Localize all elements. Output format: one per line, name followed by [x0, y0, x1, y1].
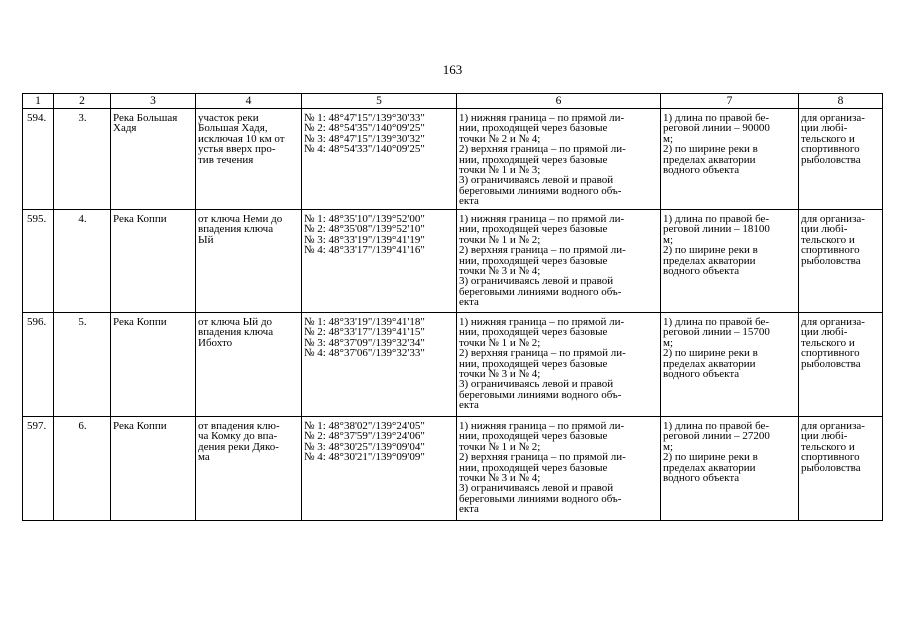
- order-number-cell: 3.: [54, 109, 111, 210]
- row-number-cell: 597.: [23, 417, 54, 521]
- area-borders-line: нии, проходящей через базовые: [459, 326, 608, 339]
- fishing-areas-table: [22, 93, 883, 521]
- river-name-line: Хадя: [113, 122, 137, 135]
- area-borders-line: екта: [459, 399, 479, 412]
- table-row: [23, 109, 883, 210]
- river-section-line: впадения ключа: [198, 223, 274, 236]
- usage-purpose-line: рыболовства: [801, 357, 861, 370]
- area-borders-line: екта: [459, 195, 479, 208]
- usage-purpose-line: спортивного: [801, 143, 860, 156]
- river-section-cell: [196, 313, 302, 417]
- river-section-cell: [196, 417, 302, 521]
- base-point-coordinates-line: № 1: 48°33'19"/139°41'18": [304, 316, 425, 328]
- base-point-coordinates-cell: [302, 313, 457, 417]
- area-borders-line: 3) ограничиваясь левой и правой: [459, 378, 614, 391]
- area-borders-line: нии, проходящей через базовые: [459, 430, 608, 443]
- river-name-cell: [111, 313, 196, 417]
- area-borders-line: 2) верхняя граница – по прямой ли-: [459, 143, 626, 156]
- base-point-coordinates-line: № 2: 48°33'17"/139°41'15": [304, 326, 425, 339]
- area-size-line: реговой линии – 90000: [663, 122, 770, 135]
- area-borders-line: 3) ограничиваясь левой и правой: [459, 275, 614, 288]
- area-size-line: 1) длина по правой бе-: [663, 213, 770, 225]
- river-section-cell: [196, 109, 302, 210]
- river-section-line: Ибохто: [198, 336, 233, 349]
- order-number-cell: 5.: [54, 313, 111, 417]
- area-borders-line: екта: [459, 296, 479, 309]
- column-header: 8: [799, 94, 883, 109]
- area-borders-line: береговыми линиями водного объ-: [459, 184, 622, 197]
- area-borders-line: точки № 3 и № 4;: [459, 265, 541, 278]
- base-point-coordinates-cell: [302, 210, 457, 313]
- area-borders-line: точки № 1 и № 3;: [459, 164, 541, 177]
- area-borders-line: 2) верхняя граница – по прямой ли-: [459, 244, 626, 257]
- area-borders-line: 1) нижняя граница – по прямой ли-: [459, 420, 625, 432]
- base-point-coordinates-line: № 2: 48°35'08"/139°52'10": [304, 223, 425, 236]
- column-header: 7: [661, 94, 799, 109]
- table-row: [23, 210, 883, 313]
- area-size-line: водного объекта: [663, 265, 740, 278]
- usage-purpose-line: тельского и: [801, 233, 855, 246]
- area-size-line: реговой линии – 27200: [663, 430, 770, 443]
- usage-purpose-line: рыболовства: [801, 254, 861, 267]
- base-point-coordinates-line: № 3: 48°47'15"/139°30'32": [304, 132, 425, 145]
- area-size-line: 2) по ширине реки в: [663, 451, 758, 464]
- river-name-line: Река Большая: [113, 112, 178, 124]
- header-row: [23, 94, 883, 109]
- river-name-cell: [111, 210, 196, 313]
- area-borders-line: 2) верхняя граница – по прямой ли-: [459, 451, 626, 464]
- area-borders-line: нии, проходящей через базовые: [459, 254, 608, 267]
- area-size-line: 2) по ширине реки в: [663, 143, 758, 156]
- river-name-line: Река Коппи: [113, 316, 167, 328]
- usage-purpose-line: ции любі-: [801, 122, 848, 135]
- area-size-cell: [661, 313, 799, 417]
- table-row: [23, 313, 883, 417]
- usage-purpose-line: спортивного: [801, 347, 860, 360]
- base-point-coordinates-line: № 4: 48°33'17"/139°41'16": [304, 244, 425, 257]
- river-section-line: от ключа Неми до: [198, 213, 283, 225]
- area-borders-line: береговыми линиями водного объ-: [459, 285, 622, 298]
- river-section-line: тив течения: [198, 153, 254, 166]
- river-section-line: дения реки Дяко-: [198, 440, 279, 453]
- area-borders-line: нии, проходящей через базовые: [459, 461, 608, 474]
- river-name-cell: [111, 417, 196, 521]
- area-borders-line: точки № 1 и № 2;: [459, 440, 541, 453]
- area-size-cell: [661, 109, 799, 210]
- row-number-cell: 594.: [23, 109, 54, 210]
- area-size-cell: [661, 210, 799, 313]
- order-number-cell: 6.: [54, 417, 111, 521]
- area-size-line: пределах акватории: [663, 461, 756, 474]
- river-name-cell: [111, 109, 196, 210]
- area-size-line: 2) по ширине реки в: [663, 347, 758, 360]
- area-size-line: реговой линии – 15700: [663, 326, 770, 339]
- row-number-cell: 596.: [23, 313, 54, 417]
- usage-purpose-line: ции любі-: [801, 223, 848, 236]
- area-borders-line: 1) нижняя граница – по прямой ли-: [459, 112, 625, 124]
- area-borders-line: береговыми линиями водного объ-: [459, 388, 622, 401]
- river-section-line: исключая 10 км от: [198, 132, 285, 145]
- page-number: 163: [442, 62, 463, 77]
- area-size-line: водного объекта: [663, 368, 740, 381]
- base-point-coordinates-cell: [302, 109, 457, 210]
- area-borders-cell: [457, 313, 661, 417]
- base-point-coordinates-line: № 2: 48°37'59"/139°24'06": [304, 430, 425, 443]
- column-header: 3: [111, 94, 196, 109]
- usage-purpose-line: ции любі-: [801, 430, 848, 443]
- area-borders-line: нии, проходящей через базовые: [459, 122, 608, 135]
- area-borders-line: точки № 1 и № 2;: [459, 233, 541, 246]
- usage-purpose-cell: [799, 417, 883, 521]
- area-size-line: 2) по ширине реки в: [663, 244, 758, 257]
- area-size-line: м;: [663, 336, 674, 349]
- river-name-line: Река Коппи: [113, 213, 167, 225]
- area-borders-line: нии, проходящей через базовые: [459, 223, 608, 236]
- usage-purpose-line: для организа-: [801, 112, 865, 124]
- usage-purpose-line: для организа-: [801, 213, 865, 225]
- area-size-line: пределах акватории: [663, 254, 756, 267]
- river-section-line: впадения ключа: [198, 326, 274, 339]
- base-point-coordinates-line: № 1: 48°47'15"/139°30'33": [304, 112, 425, 124]
- river-section-line: от впадения клю-: [198, 420, 280, 432]
- river-section-line: Ый: [198, 233, 214, 246]
- column-header: 4: [196, 94, 302, 109]
- area-size-line: водного объекта: [663, 164, 740, 177]
- area-size-line: 1) длина по правой бе-: [663, 420, 770, 432]
- usage-purpose-line: для организа-: [801, 420, 865, 432]
- column-header: 6: [457, 94, 661, 109]
- usage-purpose-line: спортивного: [801, 244, 860, 257]
- area-borders-line: точки № 3 и № 4;: [459, 472, 541, 485]
- river-section-line: Большая Хадя,: [198, 122, 268, 135]
- area-size-line: м;: [663, 233, 674, 246]
- area-borders-line: точки № 3 и № 4;: [459, 368, 541, 381]
- area-borders-line: 1) нижняя граница – по прямой ли-: [459, 213, 625, 225]
- area-borders-line: точки № 2 и № 4;: [459, 132, 541, 145]
- area-borders-line: нии, проходящей через базовые: [459, 357, 608, 370]
- area-borders-line: екта: [459, 503, 479, 516]
- usage-purpose-cell: [799, 313, 883, 417]
- base-point-coordinates-cell: [302, 417, 457, 521]
- area-borders-line: 3) ограничиваясь левой и правой: [459, 174, 614, 187]
- area-borders-line: точки № 1 и № 2;: [459, 336, 541, 349]
- base-point-coordinates-line: № 4: 48°37'06"/139°32'33": [304, 347, 425, 360]
- area-borders-cell: [457, 210, 661, 313]
- usage-purpose-line: тельского и: [801, 336, 855, 349]
- usage-purpose-line: рыболовства: [801, 153, 861, 166]
- base-point-coordinates-line: № 3: 48°30'25"/139°09'04": [304, 440, 425, 453]
- area-size-cell: [661, 417, 799, 521]
- area-borders-cell: [457, 109, 661, 210]
- area-borders-line: нии, проходящей через базовые: [459, 153, 608, 166]
- usage-purpose-line: тельского и: [801, 132, 855, 145]
- usage-purpose-line: спортивного: [801, 451, 860, 464]
- area-size-line: м;: [663, 132, 674, 145]
- area-size-line: пределах акватории: [663, 357, 756, 370]
- area-size-line: реговой линии – 18100: [663, 223, 770, 236]
- area-borders-line: береговыми линиями водного объ-: [459, 492, 622, 505]
- usage-purpose-cell: [799, 210, 883, 313]
- usage-purpose-line: для организа-: [801, 316, 865, 328]
- usage-purpose-line: тельского и: [801, 440, 855, 453]
- base-point-coordinates-line: № 2: 48°54'35"/140°09'25": [304, 122, 425, 135]
- table-row: [23, 417, 883, 521]
- base-point-coordinates-line: № 4: 48°30'21"/139°09'09": [304, 451, 425, 464]
- river-section-line: устья вверх про-: [198, 143, 276, 156]
- area-borders-line: 3) ограничиваясь левой и правой: [459, 482, 614, 495]
- area-size-line: пределах акватории: [663, 153, 756, 166]
- area-size-line: м;: [663, 440, 674, 453]
- base-point-coordinates-line: № 1: 48°35'10"/139°52'00": [304, 213, 425, 225]
- base-point-coordinates-line: № 1: 48°38'02"/139°24'05": [304, 420, 425, 432]
- area-borders-line: 1) нижняя граница – по прямой ли-: [459, 316, 625, 328]
- column-header: 2: [54, 94, 111, 109]
- usage-purpose-line: ции любі-: [801, 326, 848, 339]
- column-header: 1: [23, 94, 54, 109]
- base-point-coordinates-line: № 4: 48°54'33"/140°09'25": [304, 143, 425, 156]
- river-section-line: ча Комку до впа-: [198, 430, 278, 443]
- usage-purpose-line: рыболовства: [801, 461, 861, 474]
- base-point-coordinates-line: № 3: 48°33'19"/139°41'19": [304, 233, 425, 246]
- row-number-cell: 595.: [23, 210, 54, 313]
- river-section-cell: [196, 210, 302, 313]
- order-number-cell: 4.: [54, 210, 111, 313]
- river-section-line: от ключа Ый до: [198, 316, 273, 328]
- area-borders-cell: [457, 417, 661, 521]
- area-borders-line: 2) верхняя граница – по прямой ли-: [459, 347, 626, 360]
- area-size-line: водного объекта: [663, 472, 740, 485]
- area-size-line: 1) длина по правой бе-: [663, 316, 770, 328]
- river-name-line: Река Коппи: [113, 420, 167, 432]
- river-section-line: участок реки: [198, 112, 259, 124]
- base-point-coordinates-line: № 3: 48°37'09"/139°32'34": [304, 336, 425, 349]
- column-header: 5: [302, 94, 457, 109]
- usage-purpose-cell: [799, 109, 883, 210]
- river-section-line: ма: [198, 451, 210, 464]
- area-size-line: 1) длина по правой бе-: [663, 112, 770, 124]
